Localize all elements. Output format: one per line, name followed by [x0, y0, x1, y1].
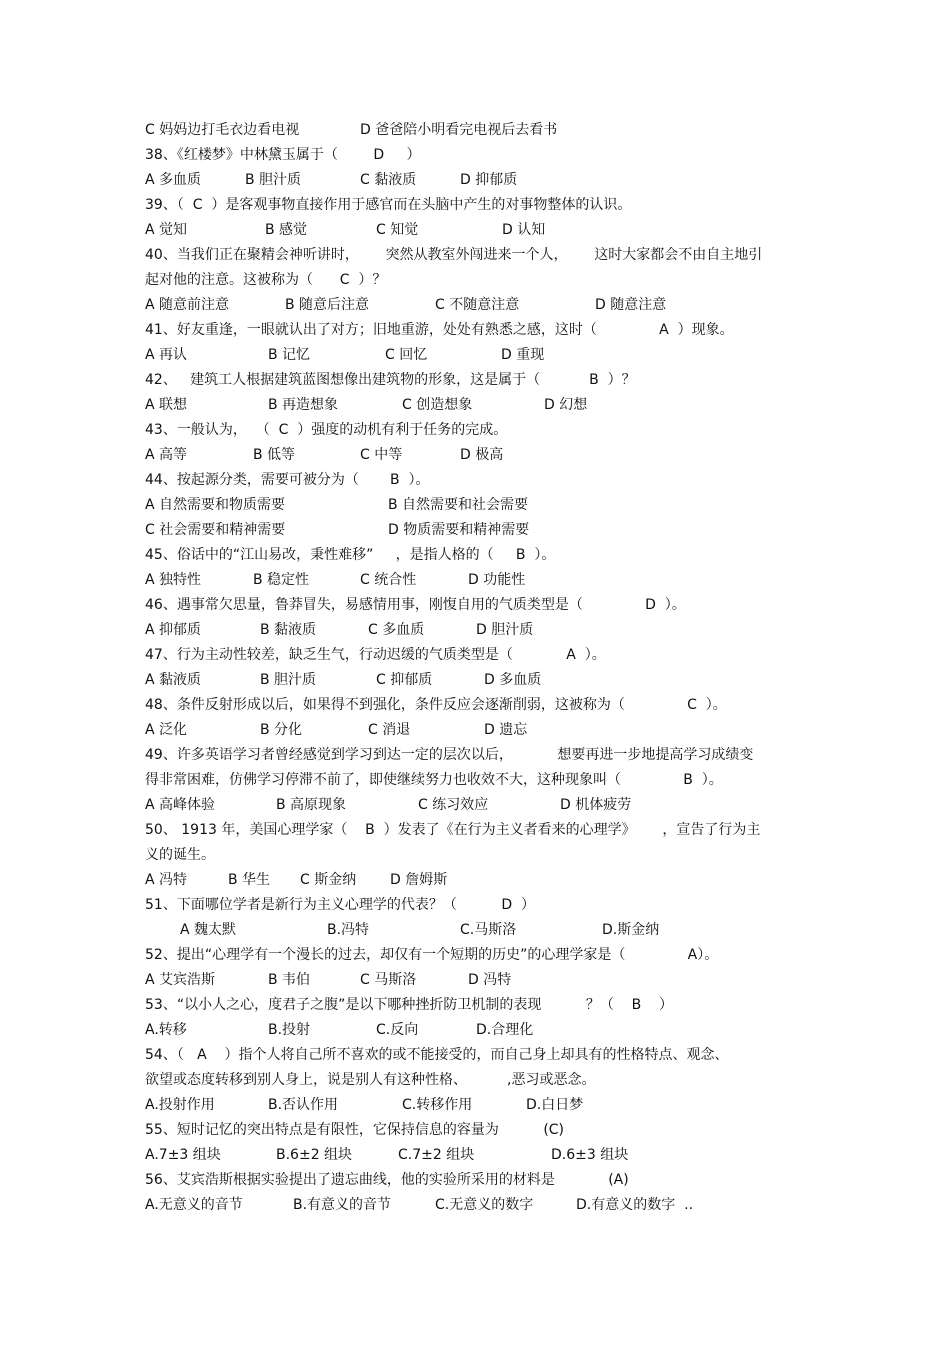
answer-option: B 自然需要和社会需要	[388, 497, 529, 513]
answer-option: C 创造想象	[402, 397, 473, 413]
question-text-line: 51、下面哪位学者是新行为主义心理学的代表？（ D ）	[145, 897, 535, 913]
question-text-line: 38、《红楼梦》中林黛玉属于（ D ）	[145, 147, 421, 163]
answer-option: A 觉知	[145, 222, 188, 238]
question-text-line: 41、好友重逢，一眼就认出了对方；旧地重游，处处有熟悉之感，这时（ A ）现象。	[145, 322, 734, 338]
answer-option: B 再造想象	[268, 397, 339, 413]
question-text-line: 44、按起源分类，需要可被分为（ B ）。	[145, 472, 430, 488]
answer-option: B.否认作用	[268, 1097, 339, 1113]
question-text-line: 起对他的注意。这被称为（ C ）？	[145, 272, 387, 288]
question-text-line: 欲望或态度转移到别人身上，说是别人有这种性格、 ,恶习或恶念。	[145, 1072, 596, 1088]
answer-option: D 爸爸陪小明看完电视后去看书	[360, 122, 558, 138]
answer-option: B 随意后注意	[285, 297, 370, 313]
answer-option: B 胆汁质	[245, 172, 302, 188]
answer-option: B 华生	[228, 872, 271, 888]
answer-option: C 练习效应	[418, 797, 489, 813]
answer-option: B 韦伯	[268, 972, 311, 988]
answer-option: D 重现	[501, 347, 545, 363]
answer-option: D.6±3 组块	[551, 1147, 629, 1163]
answer-option: C.反向	[376, 1022, 419, 1038]
answer-option: A 黏液质	[145, 672, 202, 688]
question-text-line: 50、 1913 年，美国心理学家（ B ）发表了《在行为主义者看来的心理学》 ，宣告了行为主	[145, 822, 761, 838]
answer-option: C 妈妈边打毛衣边看电视	[145, 122, 300, 138]
answer-option: B 分化	[260, 722, 303, 738]
answer-option: C.无意义的数字	[435, 1197, 534, 1213]
answer-option: D 幻想	[544, 397, 588, 413]
answer-option: A 随意前注意	[145, 297, 230, 313]
question-text-line: 53、“以小人之心，度君子之腹”是以下哪种挫折防卫机制的表现 ？（ B ）	[145, 997, 674, 1013]
answer-option: D 机体疲劳	[560, 797, 632, 813]
answer-option: B 感觉	[265, 222, 308, 238]
question-text-line: 46、遇事常欠思量，鲁莽冒失，易感情用事，刚愎自用的气质类型是（ D ）。	[145, 597, 686, 613]
answer-option: A 再认	[145, 347, 188, 363]
answer-option: C 抑郁质	[376, 672, 433, 688]
answer-option: A 联想	[145, 397, 188, 413]
answer-option: B 稳定性	[253, 572, 310, 588]
answer-option: D.有意义的数字 ..	[576, 1197, 694, 1213]
question-text-line: 义的诞生。	[145, 847, 215, 863]
answer-option: D.合理化	[476, 1022, 534, 1038]
answer-option: C.7±2 组块	[398, 1147, 475, 1163]
answer-option: C 统合性	[360, 572, 417, 588]
answer-option: A 高等	[145, 447, 188, 463]
answer-option: C 消退	[368, 722, 411, 738]
answer-option: A.无意义的音节	[145, 1197, 243, 1213]
answer-option: B.有意义的音节	[293, 1197, 392, 1213]
answer-option: C 黏液质	[360, 172, 417, 188]
answer-option: A 泛化	[145, 722, 188, 738]
question-text-line: 47、行为主动性较差，缺乏生气，行动迟缓的气质类型是（ A ）。	[145, 647, 606, 663]
answer-option: B 记忆	[268, 347, 311, 363]
answer-option: C 多血质	[368, 622, 425, 638]
answer-option: A 抑郁质	[145, 622, 202, 638]
answer-option: D 冯特	[468, 972, 512, 988]
answer-option: D 功能性	[468, 572, 526, 588]
answer-option: B.6±2 组块	[276, 1147, 353, 1163]
question-text-line: 54、（ A ）指个人将自己所不喜欢的或不能接受的，而自己身上却具有的性格特点、观念、	[145, 1047, 729, 1063]
answer-option: A 高峰体验	[145, 797, 216, 813]
answer-option: D.白日梦	[526, 1097, 584, 1113]
answer-option: D 抑郁质	[460, 172, 518, 188]
answer-option: A 艾宾浩斯	[145, 972, 216, 988]
answer-option: A.转移	[145, 1022, 187, 1038]
answer-option: A.投射作用	[145, 1097, 215, 1113]
answer-option: C.马斯洛	[460, 922, 517, 938]
question-text-line: 40、当我们正在聚精会神听讲时， 突然从教室外闯进来一个人， 这时大家都会不由自主地引	[145, 247, 763, 263]
question-text-line: 56、艾宾浩斯根据实验提出了遗忘曲线，他的实验所采用的材料是 (A)	[145, 1172, 629, 1188]
question-text-line: 52、提出“心理学有一个漫长的过去，却仅有一个短期的历史”的心理学家是（ A）。	[145, 947, 719, 963]
question-text-line: 48、条件反射形成以后，如果得不到强化，条件反应会逐渐削弱，这被称为（ C ）。	[145, 697, 727, 713]
answer-option: D 认知	[502, 222, 546, 238]
answer-option: A 独特性	[145, 572, 202, 588]
answer-option: A 魏太默	[180, 922, 237, 938]
answer-option: C 社会需要和精神需要	[145, 522, 286, 538]
answer-option: C 知觉	[376, 222, 419, 238]
answer-option: C 不随意注意	[435, 297, 520, 313]
question-text-line: 49、许多英语学习者曾经感觉到学习到达一定的层次以后， 想要再进一步地提高学习成绩变	[145, 747, 754, 763]
answer-option: D 多血质	[484, 672, 542, 688]
answer-option: B 黏液质	[260, 622, 317, 638]
answer-option: C 斯金纳	[300, 872, 357, 888]
answer-option: B 胆汁质	[260, 672, 317, 688]
answer-option: C 中等	[360, 447, 403, 463]
answer-option: D 物质需要和精神需要	[388, 522, 530, 538]
answer-option: C 马斯洛	[360, 972, 417, 988]
answer-option: B 低等	[253, 447, 296, 463]
answer-option: A.7±3 组块	[145, 1147, 221, 1163]
question-text-line: 39、（ C ）是客观事物直接作用于感官而在头脑中产生的对事物整体的认识。	[145, 197, 632, 213]
answer-option: C.转移作用	[402, 1097, 473, 1113]
answer-option: D 随意注意	[595, 297, 667, 313]
answer-option: B.冯特	[327, 922, 370, 938]
answer-option: D 极高	[460, 447, 504, 463]
question-text-line: 45、俗话中的“江山易改，秉性难移” ，是指人格的（ B ）。	[145, 547, 556, 563]
answer-option: A 自然需要和物质需要	[145, 497, 286, 513]
answer-option: B.投射	[268, 1022, 311, 1038]
answer-option: B 高原现象	[276, 797, 347, 813]
answer-option: D 遗忘	[484, 722, 528, 738]
answer-option: D 胆汁质	[476, 622, 534, 638]
question-text-line: 42、 建筑工人根据建筑蓝图想像出建筑物的形象，这是属于（ B ）？	[145, 372, 636, 388]
question-text-line: 55、短时记忆的突出特点是有限性，它保持信息的容量为 (C)	[145, 1122, 565, 1138]
answer-option: D 詹姆斯	[390, 872, 448, 888]
question-text-line: 得非常困难，仿佛学习停滞不前了，即使继续努力也收效不大，这种现象叫（ B ）。	[145, 772, 723, 788]
question-text-line: 43、一般认为， （ C ）强度的动机有利于任务的完成。	[145, 422, 508, 438]
answer-option: C 回忆	[385, 347, 428, 363]
answer-option: D.斯金纳	[602, 922, 660, 938]
answer-option: A 多血质	[145, 172, 202, 188]
answer-option: A 冯特	[145, 872, 188, 888]
